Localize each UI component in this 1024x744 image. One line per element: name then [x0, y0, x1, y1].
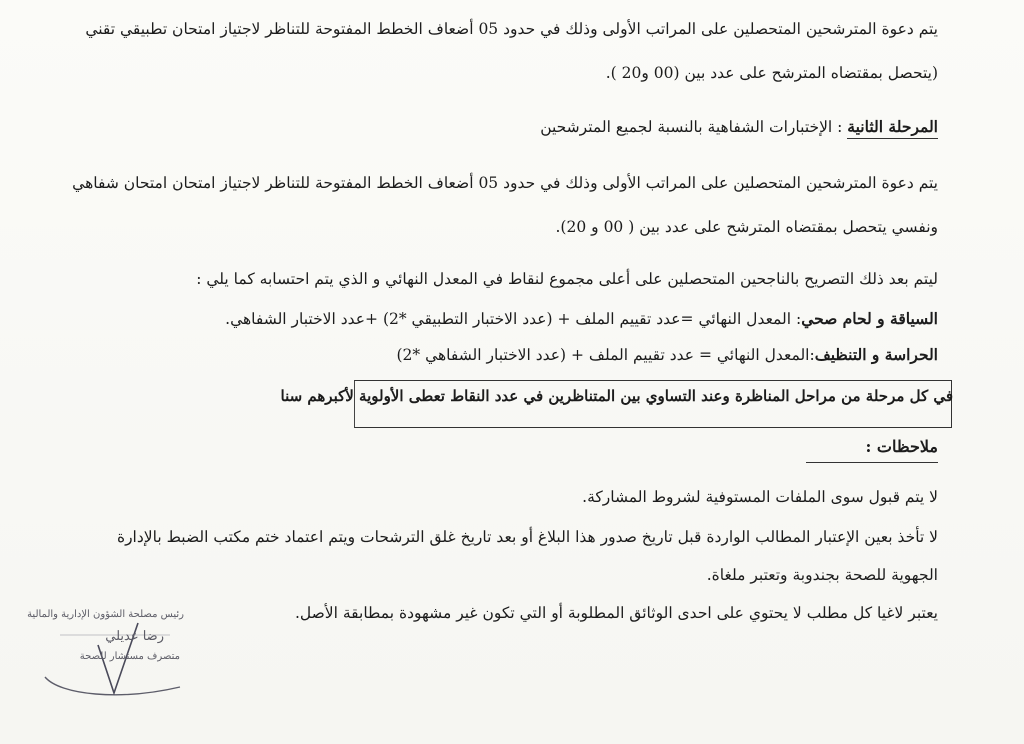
formula-2-text: :المعدل النهائي = عدد تقييم الملف + (عدد الاختبار الشفاهي *2): [396, 346, 815, 364]
formula-1-label: السياقة و لحام صحي: [801, 309, 938, 328]
paragraph-1-line-1: يتم دعوة المترشحين المتحصلين على المراتب الأولى وذلك في حدود 05 أضعاف الخطط المفتوحة للتناظر لاجتياز امتحان تطبيقي تقني: [85, 20, 938, 38]
stage-2-heading: [540, 116, 938, 138]
note-1: لا يتم قبول سوى الملفات المستوفية لشروط المشاركة.: [582, 488, 938, 506]
formula-driving-welding: [225, 308, 938, 330]
stage-2-label: المرحلة الثانية: [847, 117, 938, 139]
notes-heading: ملاحظات :: [806, 436, 938, 463]
stamp-line-3: متصرف مستشار للصحة: [79, 651, 180, 662]
formula-1-text: : المعدل النهائي =عدد تقييم الملف + (عدد الاختبار التطبيقي *2) +عدد الاختبار الشفاهي.: [225, 310, 802, 328]
paragraph-2-line-2: ونفسي يتحصل بمقتضاه المترشح على عدد بين ( 00 و 20).: [555, 218, 938, 236]
formula-guarding-cleaning: [396, 344, 938, 366]
paragraph-2-line-1: يتم دعوة المترشحين المتحصلين على المراتب الأولى وذلك في حدود 05 أضعاف الخطط المفتوحة للتناظر لاجتياز امتحان امتحان شفاهي: [72, 174, 938, 192]
note-3: يعتبر لاغيا كل مطلب لا يحتوي على احدى الوثائق المطلوبة أو التي تكون غير مشهودة بمطابقة الأصل.: [294, 604, 938, 622]
paragraph-1-line-2: (يتحصل بمقتضاه المترشح على عدد بين (00 و20 ).: [605, 64, 938, 82]
stamp-line-1: رئيس مصلحة الشؤون الإدارية والمالية: [27, 609, 184, 620]
tie-break-rule-box: [280, 380, 953, 428]
formula-2-label: الحراسة و التنظيف: [814, 345, 938, 364]
note-2-line-2: الجهوية للصحة بجندوبة وتعتبر ملغاة.: [706, 566, 938, 584]
paragraph-3-line-1: ليتم بعد ذلك التصريح بالناجحين المتحصلين على أعلى مجموع لنقاط في المعدل النهائي و الذي يتم احتسابه كما يلي :: [196, 270, 938, 288]
note-2-line-1: لا تأخذ بعين الإعتبار المطالب الواردة قبل تاريخ صدور هذا البلاغ أو بعد تاريخ غلق الترشحات ويتم اعتماد ختم مكتب الضبط بالإدارة: [116, 528, 938, 546]
tie-break-rule-text: في كل مرحلة من مراحل المناظرة وعند التساوي بين المتناظرين في عدد النقاط تعطى الأولوية لأكبرهم سنا: [280, 387, 953, 405]
official-stamp: [27, 605, 190, 700]
stage-2-title: : الإختبارات الشفاهية بالنسبة لجميع المترشحين: [540, 118, 848, 136]
stamp-line-2: رضا عديلي: [105, 629, 164, 644]
